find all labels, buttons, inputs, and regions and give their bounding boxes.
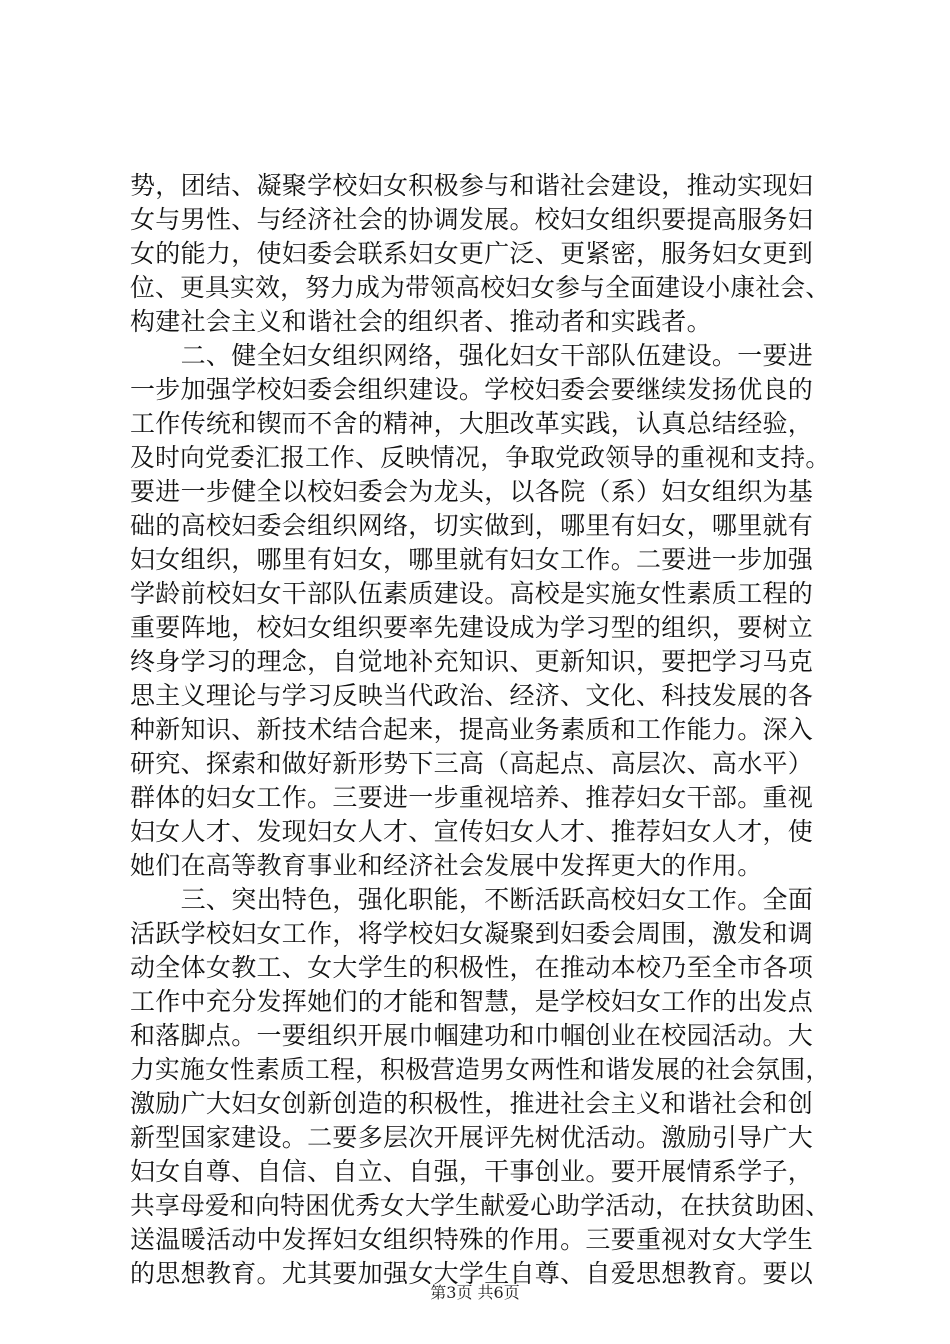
text-line: 位、更具实效，努力成为带领高校妇女参与全面建设小康社会、 xyxy=(130,273,831,302)
text-line: 送温暖活动中发挥妇女组织特殊的作用。三要重视对女大学生 xyxy=(130,1225,814,1254)
text-line: 动全体女教工、女大学生的积极性，在推动本校乃至全市各项 xyxy=(130,953,814,982)
text-line: 学龄前校妇女干部队伍素质建设。高校是实施女性素质工程的 xyxy=(130,579,814,608)
text-line: 活跃学校妇女工作，将学校妇女凝聚到妇委会周围，激发和调 xyxy=(130,919,814,948)
text-line: 三、突出特色，强化职能，不断活跃高校妇女工作。全面 xyxy=(130,885,814,914)
text-line: 研究、探索和做好新形势下三高（高起点、高层次、高水平） xyxy=(130,749,814,778)
text-line: 她们在高等教育事业和经济社会发展中发挥更大的作用。 xyxy=(130,851,763,880)
text-line: 构建社会主义和谐社会的组织者、推动者和实践者。 xyxy=(130,307,712,336)
text-line: 妇女自尊、自信、自立、自强，干事创业。要开展情系学子， xyxy=(130,1157,814,1186)
text-line: 重要阵地，校妇女组织要率先建设成为学习型的组织，要树立 xyxy=(130,613,814,642)
text-line: 的思想教育。尤其要加强女大学生自尊、自爱思想教育。要以 xyxy=(130,1259,814,1288)
text-line: 思主义理论与学习反映当代政治、经济、文化、科技发展的各 xyxy=(130,681,814,710)
text-line: 工作传统和锲而不舍的精神，大胆改革实践，认真总结经验， xyxy=(130,409,814,438)
text-line: 工作中充分发挥她们的才能和智慧，是学校妇女工作的出发点 xyxy=(130,987,814,1016)
text-line: 种新知识、新技术结合起来，提高业务素质和工作能力。深入 xyxy=(130,715,814,744)
page-footer: 第3页 共6页 xyxy=(430,1283,520,1302)
text-line: 共享母爱和向特困优秀女大学生献爱心助学活动，在扶贫助困、 xyxy=(130,1191,831,1220)
text-line: 女与男性、与经济社会的协调发展。校妇女组织要提高服务妇 xyxy=(130,205,814,234)
text-line: 势，团结、凝聚学校妇女积极参与和谐社会建设，推动实现妇 xyxy=(130,171,814,200)
text-line: 妇女人才、发现妇女人才、宣传妇女人才、推荐妇女人才，使 xyxy=(130,817,814,846)
text-line: 要进一步健全以校妇委会为龙头，以各院（系）妇女组织为基 xyxy=(130,477,814,506)
text-line: 新型国家建设。二要多层次开展评先树优活动。激励引导广大 xyxy=(130,1123,814,1152)
text-line: 和落脚点。一要组织开展巾帼建功和巾帼创业在校园活动。大 xyxy=(130,1021,814,1050)
text-line: 激励广大妇女创新创造的积极性，推进社会主义和谐社会和创 xyxy=(130,1089,814,1118)
text-line: 二、健全妇女组织网络，强化妇女干部队伍建设。一要进 xyxy=(130,341,814,370)
text-line: 女的能力，使妇委会联系妇女更广泛、更紧密，服务妇女更到 xyxy=(130,239,814,268)
text-line: 一步加强学校妇委会组织建设。学校妇委会要继续发扬优良的 xyxy=(130,375,814,404)
text-line: 群体的妇女工作。三要进一步重视培养、推荐妇女干部。重视 xyxy=(130,783,814,812)
document-body xyxy=(130,169,830,1291)
text-line: 妇女组织，哪里有妇女，哪里就有妇女工作。二要进一步加强 xyxy=(130,545,814,574)
text-line: 终身学习的理念，自觉地补充知识、更新知识，要把学习马克 xyxy=(130,647,814,676)
text-line: 础的高校妇委会组织网络，切实做到，哪里有妇女，哪里就有 xyxy=(130,511,814,540)
text-line: 及时向党委汇报工作、反映情况，争取党政领导的重视和支持。 xyxy=(130,443,831,472)
text-line: 力实施女性素质工程，积极营造男女两性和谐发展的社会氛围， xyxy=(130,1055,831,1084)
